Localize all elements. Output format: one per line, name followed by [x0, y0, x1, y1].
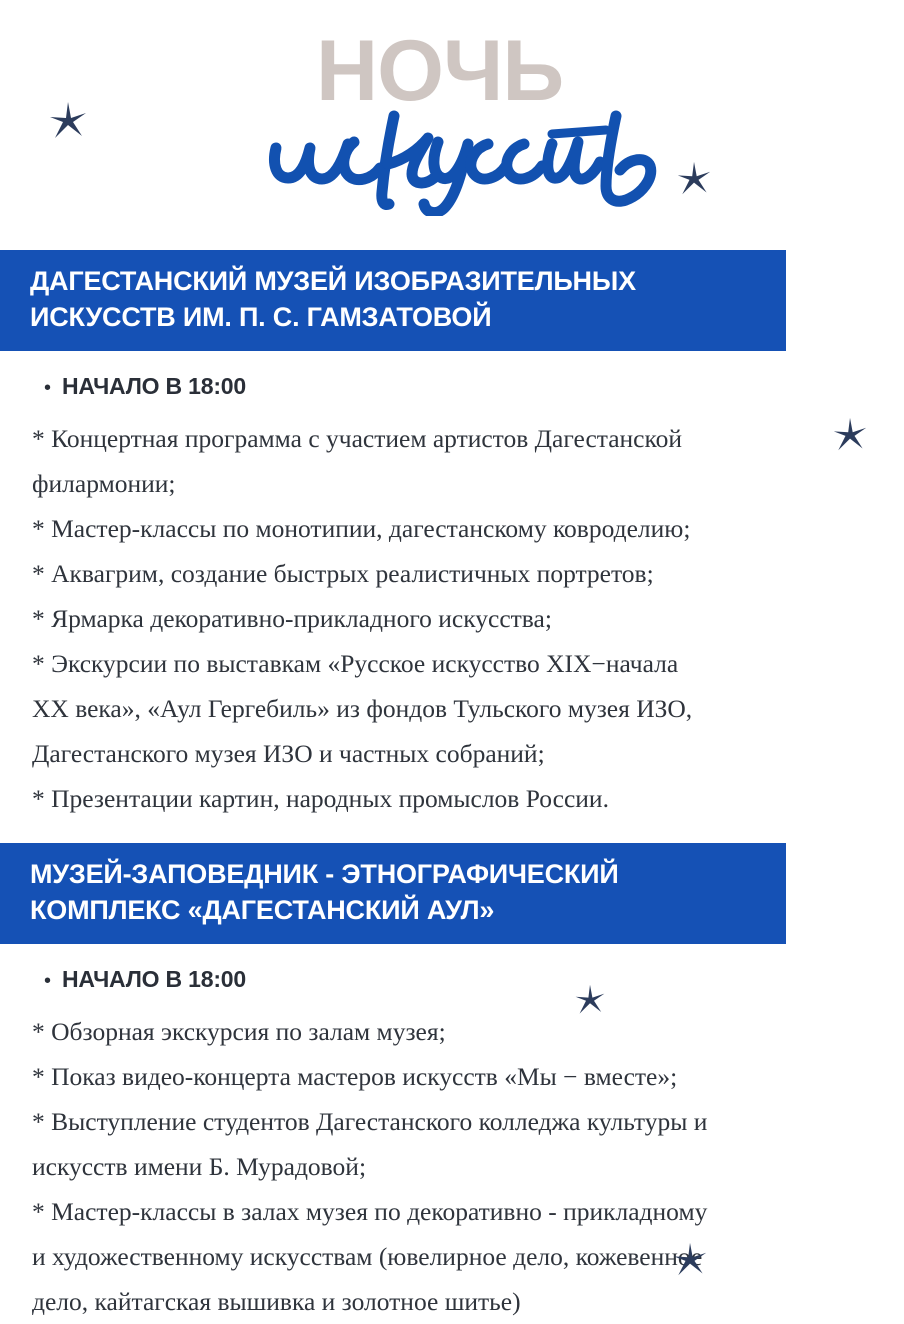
program-line: * Показ видео-концерта мастеров искусств «Мы − вместе»; — [32, 1061, 678, 1091]
star-decoration-icon — [672, 1241, 708, 1279]
logo-header — [0, 0, 904, 236]
program-line: XX века», «Аул Гергебиль» из фондов Тульского музея ИЗО, — [32, 693, 693, 723]
program-line: * Обзорная экскурсия по залам музея; — [32, 1016, 446, 1046]
section-heading-line: КОМПЛЕКС «ДАГЕСТАНСКИЙ АУЛ» — [30, 894, 495, 925]
program-line: * Выступление студентов Дагестанского колледжа культуры и — [32, 1106, 708, 1136]
program-line: и художественному искусствам (ювелирное дело, кожевенное — [32, 1241, 703, 1271]
start-time-label: НАЧАЛО В 18:00 — [62, 372, 246, 399]
section-dagestan-aul-ethnographic-complex — [0, 843, 904, 1324]
bullet-icon: • — [44, 969, 52, 992]
section-heading-line: МУЗЕЙ-ЗАПОВЕДНИК - ЭТНОГРАФИЧЕСКИЙ — [30, 858, 619, 889]
start-time-row — [44, 373, 904, 400]
program-line: искусств имени Б. Мурадовой; — [32, 1151, 367, 1181]
section-heading-bar — [0, 843, 786, 944]
program-line: * Аквагрим, создание быстрых реалистичных портретов; — [32, 558, 654, 588]
star-decoration-icon — [48, 100, 88, 142]
section-dagestan-fine-arts-museum — [0, 250, 904, 821]
star-decoration-icon — [676, 160, 712, 198]
program-line: * Ярмарка декоративно-прикладного искусства; — [32, 603, 552, 633]
program-line: * Мастер-классы по монотипии, дагестанскому ковроделию; — [32, 513, 691, 543]
bullet-icon: • — [44, 376, 52, 399]
program-list — [0, 1009, 904, 1324]
program-line: Дагестанского музея ИЗО и частных собраний; — [32, 738, 545, 768]
start-time-row — [44, 966, 904, 993]
section-heading-line: ДАГЕСТАНСКИЙ МУЗЕЙ ИЗОБРАЗИТЕЛЬНЫХ — [30, 266, 636, 296]
star-decoration-icon — [574, 983, 606, 1017]
program-line: * Экскурсии по выставкам «Русское искусство XIX−начала — [32, 648, 679, 678]
section-heading-bar — [0, 250, 786, 351]
start-time-label: НАЧАЛО В 18:00 — [62, 965, 246, 992]
program-line: * Концертная программа с участием артистов Дагестанской — [32, 423, 682, 453]
star-decoration-icon — [832, 416, 868, 454]
program-list — [0, 416, 904, 821]
section-heading-line: ИСКУССТВ ИМ. П. С. ГАМЗАТОВОЙ — [30, 301, 492, 332]
logo-word-noch: НОЧЬ — [316, 23, 564, 119]
program-line: дело, кайтагская вышивка и золотное шитье) — [32, 1286, 521, 1316]
logo-script-iskusstv — [262, 86, 682, 216]
program-line: филармонии; — [32, 468, 176, 498]
program-line: * Презентации картин, народных промыслов России. — [32, 783, 609, 813]
program-line: * Мастер-классы в залах музея по декоративно - прикладному — [32, 1196, 708, 1226]
